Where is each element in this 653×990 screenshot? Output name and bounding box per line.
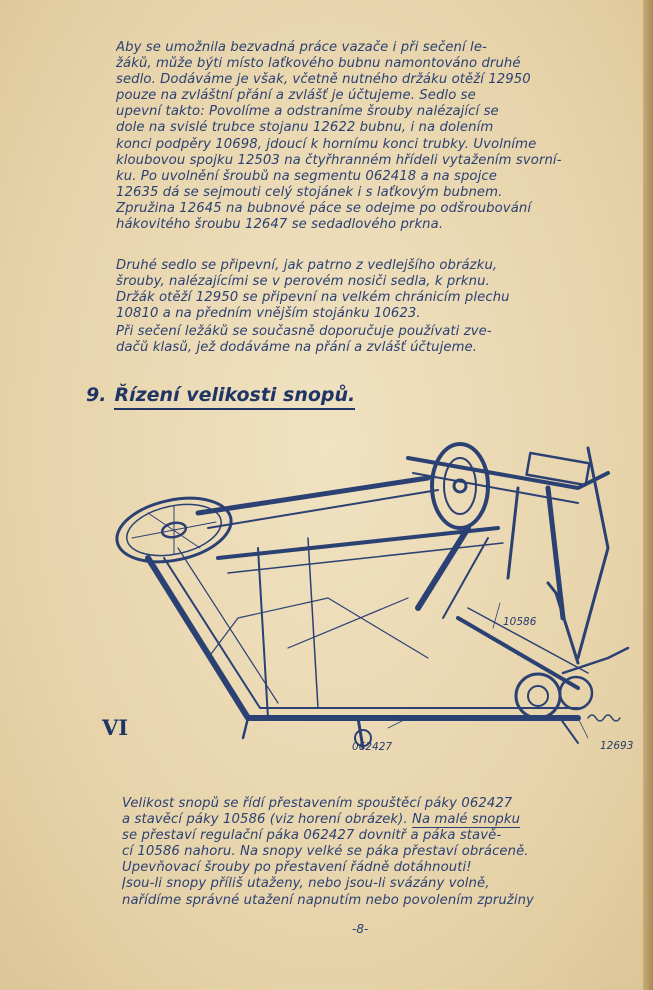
text-line: ku. Po uvolnění šroubů na segmentu 062418 a na spojce (116, 168, 497, 184)
text-segment: a stavěcí páky 10586 (viz horení obrázek). (122, 812, 412, 828)
text-line: dačů klasů, jež dodáváme na přání a zvlášť účtujeme. (116, 340, 478, 356)
text-line: kloubovou spojku 12503 na čtyřhranném hřídeli vytažením svorní- (116, 152, 562, 168)
text-line: Aby se umožnila bezvadná práce vazače i při sečení le- (116, 40, 487, 55)
text-line: cí 10586 nahoru. Na snopy velké se páka přestaví obráceně. (122, 844, 529, 860)
section-number: 9. (86, 384, 107, 406)
text-line: Zpružina 12645 na bubnové páce se odejme po odšroubování (116, 200, 532, 216)
machine-illustration (108, 418, 643, 780)
text-line: žáků, může býti místo laťkového bubnu namontováno druhé (116, 56, 521, 72)
text-line: šrouby, nalézajícími se v perovém nosiči sedla, k prknu. (116, 274, 490, 290)
figure-label-lever-left: 062427 (352, 741, 393, 753)
text-line: upevní takto: Povolíme a odstraníme šrouby nalézající se (116, 104, 499, 120)
figure-label-lever-top: 10586 (503, 616, 537, 628)
section-heading (86, 384, 355, 406)
figure-label-right: 12693 (600, 740, 634, 752)
underlined-text: Na malé snopku (412, 812, 521, 828)
text-line: nařídíme správné utažení napnutím nebo povolením zpružiny (122, 892, 534, 908)
text-line: Jsou-li snopy příliš utaženy, nebo jsou-li svázány volně, (122, 876, 490, 892)
text-line: pouze na zvláštní přání a zvlášť je účtujeme. Sedlo se (116, 88, 476, 104)
text-line: Druhé sedlo se připevní, jak patrno z vedlejšího obrázku, (116, 258, 498, 273)
text-line: 10810 a na předním vnějším stojánku 10623. (116, 306, 421, 322)
paragraph-sheaf-size (122, 796, 632, 909)
text-line: 12635 dá se sejmouti celý stojánek i s laťkovým bubnem. (116, 184, 503, 200)
text-line: Upevňovací šrouby po přestavení řádně dotáhnouti! (122, 860, 472, 876)
paragraph-lifters (116, 324, 626, 356)
text-line: se přestaví regulační páka 062427 dovnitř a páka stavě- (122, 828, 502, 844)
text-line: hákovitého šroubu 12647 se sedadlového prkna. (116, 217, 444, 233)
text-line: konci podpěry 10698, jdoucí k hornímu konci trubky. Uvolníme (116, 136, 537, 152)
page-number: -8- (352, 922, 369, 936)
text-line: sedlo. Dodáváme je však, včetně nutného držáku otěží 12950 (116, 72, 531, 88)
plate-number: VI (102, 715, 129, 740)
text-line (122, 812, 632, 828)
paragraph-intro (116, 40, 626, 233)
text-line: Při sečení ležáků se současně doporučuje používati zve- (116, 324, 492, 339)
text-line: Držák otěží 12950 se připevní na velkém chránicím plechu (116, 290, 510, 306)
text-line: dole na svislé trubce stojanu 12622 bubnu, i na dolením (116, 120, 494, 136)
paragraph-second-seat (116, 258, 626, 322)
text-line: Velikost snopů se řídí přestavením spouštěcí páky 062427 (122, 796, 513, 811)
page-spine-edge (643, 0, 653, 990)
section-title: Řízení velikosti snopů. (114, 384, 355, 410)
